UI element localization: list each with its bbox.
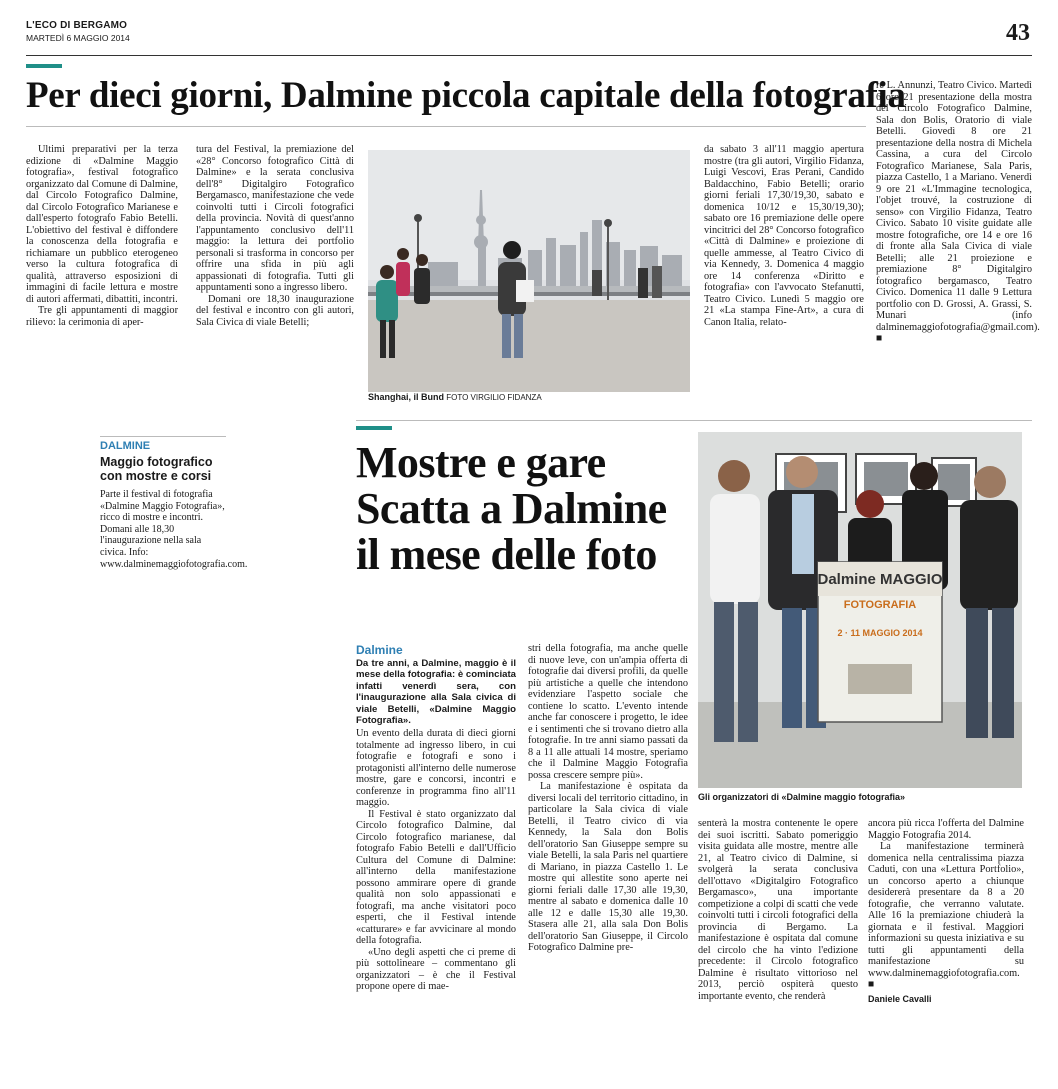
sidebar-title: Maggio fotografico con mostre e corsi	[100, 455, 213, 483]
article2-byline: Daniele Cavalli	[868, 993, 932, 1004]
organizers-group-illustration	[698, 432, 1022, 788]
article1-column-2	[196, 144, 354, 328]
photo1-caption-credit: FOTO VIRGILIO FIDANZA	[446, 393, 542, 402]
article2-lead: Da tre anni, a Dalmine, maggio è il mese della fotografia: è cominciata infatti venerdì sera, con l'inaugurazione alla Sala civica di viale Betelli, «Dalmine Maggio Fotografia».	[356, 658, 516, 727]
article1-rule	[26, 126, 866, 127]
header-rule	[26, 55, 1032, 56]
article1-headline: Per dieci giorni, Dalmine piccola capitale della fotografia	[26, 75, 906, 116]
article1-column-3	[704, 144, 864, 328]
section-accent-bar	[26, 64, 62, 68]
article2-column-4	[868, 818, 1024, 1005]
poster-subtitle: FOTOGRAFIA	[843, 599, 917, 611]
sidebar-body: Parte il festival di fotografia «Dalmine Maggio Fotografia», ricco di mostre e incontri. Domani alle 18,30 l'inaugurazione nella sala civica. Info: www.dalminemaggiofotografia.com.	[100, 489, 248, 570]
article2-col4-paragraph: ancora più ricca l'offerta del Dalmine Maggio Fotografia 2014.	[868, 818, 1024, 841]
article2-column-2	[528, 643, 688, 954]
organizers-photo	[698, 432, 1022, 788]
article2-col4-paragraph: La manifestazione terminerà domenica nella centralissima piazza Caduti, con una «Lettura Portfolio», un concorso aperto a chiunque desidererà presentare da 8 a 20 fotografie, che verranno valutate. Alle 16 la premiazione chiuderà la giornata e il festival. Maggiori informazioni su questa iniziativa e su tutti gli appuntamenti della manifestazione su www.dalminemaggiofotografia.com. ■	[868, 841, 1024, 990]
article2-col1-paragraph: Un evento della durata di dieci giorni totalmente ad ingresso libero, in cui fotografie e fotografi e sono i protagonisti all'interno delle numerose mostre, gare e concorsi, incontri e conferenze in programma fino all'11 maggio.	[356, 728, 516, 809]
sidebar-rule	[100, 436, 226, 437]
page-number: 43	[1006, 20, 1030, 46]
article2-col1-paragraph: «Uno degli aspetti che ci preme di più sottolineare – commentano gli organizzatori – è che il Festival propone opere di mae-	[356, 946, 516, 993]
poster-title: Dalmine MAGGIO	[817, 571, 943, 588]
section-divider	[356, 420, 1032, 421]
article2-col2-paragraph: La manifestazione è ospitata da diversi locali del territorio cittadino, in particolare la Sala civica di viale Betelli, il Teatro civico di via Kennedy, la Sala don Bolis dell'oratorio San Giuseppe sempre su viale Betelli, la sala Paris nel quartiere di Mariano, in piazza Castello 1. Le mostre qui allestite sono aperte nei giorni feriali dalle 17,30 alle 19,30, mentre al sabato e domenica dalle 10 alle 12 e dalle 15,30 alle 19,30. Stasera alle 21, alla sala Don Bolis dell'oratorio San Giuseppe, il Circolo Fotografico Dalmine pre-	[528, 781, 688, 953]
article1-col1-paragraph: Tre gli appuntamenti di maggior rilievo: la cerimonia di aper-	[26, 305, 178, 328]
sidebar-brief	[100, 440, 248, 570]
article2-headline	[356, 440, 686, 578]
article2-col2-paragraph: stri della fotografia, ma anche quelle di nuove leve, con un'ampia offerta di fotografie dai diversi profili, da quelle più artistiche a quelle che intendono evidenziare l'aspetto sociale che contiene lo scatto. L'evento intende anche far conoscere i progetto, le idee e i sentimenti che si trovano dietro alla fotografie. In tre anni siamo passati da 8 a 11 alle attuali 14 mostre, speriamo che il Dalmine Maggio Fotografia possa crescere sempre più».	[528, 643, 688, 781]
shanghai-skyline-illustration	[368, 150, 690, 392]
article1-col4-paragraph: re L. Annunzi, Teatro Civico. Martedì 6 ore 21 presentazione della mostra del Circolo Fotografico Dalmine, Sala don Bolis, Oratorio di viale Betelli. Giovedì 8 ore 21 presentazione della nostra di Michela Cassina, a cura del Circolo Fotografico Marianese, Sala Paris, piazza Castello, 1 a Mariano. Venerdì 9 ore 21 «L'Immagine tecnologica, l'objet trouvé, la costruzione di senso» con Virgilio Fidanza, Teatro Civico. Sabato 10 visite guidate alle mostre fotografiche, ore 14 e ore 16 di fronte alla Sala Civica di viale Betelli; alle 21 proiezione e premiazione 8° Digitalgiro fotografico bergamasco, Teatro Civico. Domenica 11 dalle 9 Lettura portfolio con D. Grossi, A. Grassi, S. Munari (info dalminemaggiofotografia@gmail.com). ■	[876, 80, 1040, 344]
article1-col2-paragraph: Domani ore 18,30 inaugurazione del festival e incontro con gli autori, Sala Civica di viale Betelli;	[196, 293, 354, 328]
article2-headline-line: Mostre e gare	[356, 438, 606, 487]
article2-col3-paragraph: senterà la mostra contenente le opere dei suoi iscritti. Sabato pomeriggio visita guidata alle mostre, mentre alle 21, al Teatro civico di Dalmine, si svolgerà la serata conclusiva dell'ottavo «Digitalgiro Fotografico Bergamasco», una importante competizione a colpi di scatti che vede coinvolti tutti i circoli fotografici della provincia di Bergamo. La manifestazione è ospitata dal comune del circolo che ha vinto l'edizione precedente: il Circolo fotografico Dalmine è risultato vittorioso nel 2013, perciò ospiterà questo importante evento, che renderà	[698, 818, 858, 1002]
article1-column-4	[876, 80, 1040, 345]
article2-column-3	[698, 818, 858, 1002]
article2-accent-bar	[356, 426, 392, 430]
article2-headline-line: Scatta a Dalmine	[356, 484, 667, 533]
article2-kicker: Dalmine	[356, 643, 403, 657]
poster-dates: 2 · 11 MAGGIO 2014	[837, 628, 923, 638]
photo1-caption	[368, 392, 542, 402]
article1-col3-paragraph: da sabato 3 all'11 maggio apertura mostre (tra gli autori, Virgilio Fidanza, Luigi Vescovi, Eras Perani, Candido Baldacchino, Fabio Betelli; orario giorni feriali 17,30/19,30, sabato e domenica 10/12 e 15,30/19,30); sabato ore 16 premiazione delle opere vincitrici del 28° Concorso fotografico «Città di Dalmine» e proiezione di quelle ammesse, al Teatro Civico di via Kennedy, 3. Domenica 4 maggio ore 14 conferenza «Diritto e fotografia» con l'avvocato Stefanutti, Teatro Civico. Lunedì 5 maggio ore 21 «La stampa Fine-Art», a cura di Canon Italia, relato-	[704, 144, 864, 328]
newspaper-masthead: L'ECO DI BERGAMO	[26, 20, 128, 31]
issue-date: MARTEDÌ 6 MAGGIO 2014	[26, 33, 130, 43]
shanghai-bund-photo	[368, 150, 690, 392]
article1-col2-paragraph: tura del Festival, la premiazione del «28° Concorso fotografico Città di Dalmine» e la serata conclusiva dell'8° Digitalgiro Fotografico Bergamasco, manifestazione che vede coinvolti tutti i Circoli fotografici della provincia. Novità di quest'anno l'appuntamento conclusivo dell'11 maggio: la lettura dei portfolio personali si trasforma in concorso per offrire una sfida in più agli appassionati di fotografia. Tutti gli appuntamenti sono a ingresso libero.	[196, 144, 354, 293]
photo1-caption-title: Shanghai, il Bund	[368, 392, 444, 402]
article2-column-1	[356, 658, 516, 993]
article1-column-1	[26, 144, 178, 328]
sidebar-kicker: DALMINE	[100, 440, 151, 452]
article2-col1-paragraph: Il Festival è stato organizzato dal Circolo fotografico Dalmine, dal Circolo fotografico marianese, dal fotografo Fabio Betelli e dall'Ufficio Cultura del Comune di Dalmine: all'interno della manifestazione possono ammirare opere di grande qualità non solo appassionati e fotografi, ma anche visitatori poco esperti, che il Festival intende «catturare» e far avvicinare al mondo della fotografia.	[356, 808, 516, 947]
article2-headline-line: il mese delle foto	[356, 530, 657, 579]
article1-col1-paragraph: Ultimi preparativi per la terza edizione di «Dalmine Maggio fotografia», festival fotografico organizzato dal Comune di Dalmine, dal Circolo Fotografico Dalmine, dal Circolo Fotografico Marianese e dall'esperto fotografo Fabio Betelli. L'obiettivo del festival è diffondere la conoscenza della fotografia e richiamare un pubblico eterogeneo verso la cultura fotografica di qualità, attraverso esposizioni di immagini di facile lettura e mostre di autori affermati, dibattiti, incontri.	[26, 144, 178, 305]
photo2-caption: Gli organizzatori di «Dalmine maggio fotografia»	[698, 792, 906, 802]
